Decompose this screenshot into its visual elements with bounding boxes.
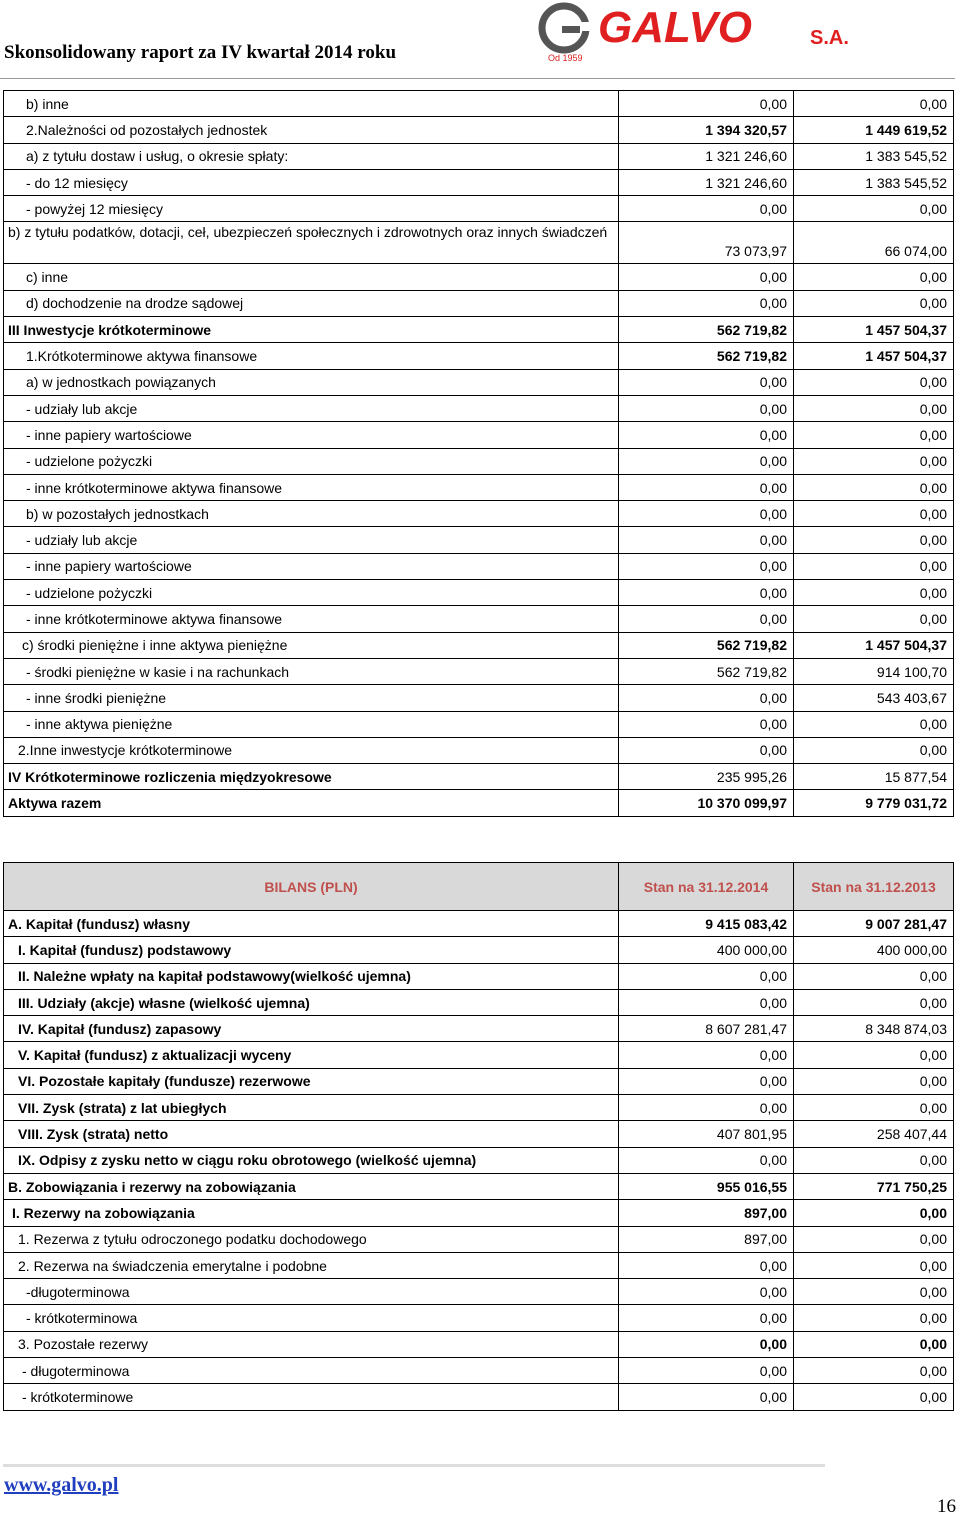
table-row	[4, 1200, 954, 1226]
value-2014: 0,00	[619, 1384, 794, 1410]
value-2014: 897,00	[619, 1226, 794, 1252]
row-label: IX. Odpisy z zysku netto w ciągu roku obrotowego (wielkość ujemna)	[4, 1147, 619, 1173]
logo-text: GALVO	[598, 3, 753, 52]
value-2014: 0,00	[619, 1279, 794, 1305]
row-label: a) z tytułu dostaw i usług, o okresie spłaty:	[4, 143, 619, 169]
table-row	[4, 1226, 954, 1252]
table-row	[4, 117, 954, 143]
header-col-2013: Stan na 31.12.2013	[794, 863, 954, 911]
table-row	[4, 448, 954, 474]
row-label: d) dochodzenie na drodze sądowej	[4, 290, 619, 316]
value-2013: 400 000,00	[794, 937, 954, 963]
value-2013: 1 457 504,37	[794, 317, 954, 343]
table-row	[4, 1331, 954, 1357]
value-2013: 0,00	[794, 1200, 954, 1226]
value-2013: 543 403,67	[794, 685, 954, 711]
row-label: - inne papiery wartościowe	[4, 553, 619, 579]
value-2014: 1 321 246,60	[619, 169, 794, 195]
value-2013: 0,00	[794, 1331, 954, 1357]
row-label: - do 12 miesięcy	[4, 169, 619, 195]
row-label: b) w pozostałych jednostkach	[4, 501, 619, 527]
galvo-logo	[538, 2, 868, 64]
value-2013: 0,00	[794, 553, 954, 579]
table-row	[4, 1252, 954, 1278]
value-2014: 562 719,82	[619, 343, 794, 369]
logo-since: Od 1959	[548, 53, 583, 63]
value-2014: 562 719,82	[619, 632, 794, 658]
row-label: - krótkoterminowe	[4, 1384, 619, 1410]
row-label: VI. Pozostałe kapitały (fundusze) rezerwowe	[4, 1068, 619, 1094]
value-2014: 0,00	[619, 395, 794, 421]
row-label: - inne krótkoterminowe aktywa finansowe	[4, 474, 619, 500]
row-label: - udziały lub akcje	[4, 527, 619, 553]
value-2013: 1 383 545,52	[794, 169, 954, 195]
value-2013: 9 007 281,47	[794, 911, 954, 937]
footer-divider	[3, 1464, 825, 1467]
table-row	[4, 91, 954, 117]
row-label: I. Rezerwy na zobowiązania	[4, 1200, 619, 1226]
value-2013: 0,00	[794, 395, 954, 421]
logo-suffix: S.A.	[810, 27, 849, 49]
value-2014: 0,00	[619, 1252, 794, 1278]
value-2013: 0,00	[794, 501, 954, 527]
value-2014: 1 321 246,60	[619, 143, 794, 169]
assets-table	[3, 90, 954, 817]
value-2014: 0,00	[619, 711, 794, 737]
table-row	[4, 169, 954, 195]
value-2014: 562 719,82	[619, 658, 794, 684]
table-row	[4, 580, 954, 606]
row-label: - udziały lub akcje	[4, 395, 619, 421]
value-2013: 0,00	[794, 474, 954, 500]
table-row	[4, 527, 954, 553]
value-2014: 0,00	[619, 963, 794, 989]
table-row	[4, 1384, 954, 1410]
value-2014: 10 370 099,97	[619, 790, 794, 816]
value-2014: 0,00	[619, 685, 794, 711]
balance-liabilities-table	[3, 862, 954, 1411]
value-2013: 0,00	[794, 196, 954, 222]
value-2014: 0,00	[619, 91, 794, 117]
value-2013: 1 457 504,37	[794, 343, 954, 369]
value-2014: 0,00	[619, 527, 794, 553]
table-row	[4, 196, 954, 222]
value-2013: 914 100,70	[794, 658, 954, 684]
value-2013: 0,00	[794, 264, 954, 290]
table-row	[4, 790, 954, 816]
value-2014: 0,00	[619, 448, 794, 474]
value-2014: 0,00	[619, 1147, 794, 1173]
row-label: - powyżej 12 miesięcy	[4, 196, 619, 222]
value-2013: 0,00	[794, 448, 954, 474]
value-2013: 8 348 874,03	[794, 1016, 954, 1042]
value-2013: 0,00	[794, 1095, 954, 1121]
value-2013: 0,00	[794, 963, 954, 989]
row-label: 2. Rezerwa na świadczenia emerytalne i podobne	[4, 1252, 619, 1278]
value-2013: 0,00	[794, 1252, 954, 1278]
row-label: - inne papiery wartościowe	[4, 422, 619, 448]
table-row	[4, 606, 954, 632]
row-label: - udzielone pożyczki	[4, 580, 619, 606]
value-2014: 8 607 281,47	[619, 1016, 794, 1042]
value-2013: 0,00	[794, 290, 954, 316]
table-row	[4, 1068, 954, 1094]
value-2013: 0,00	[794, 91, 954, 117]
value-2013: 258 407,44	[794, 1121, 954, 1147]
value-2014: 0,00	[619, 290, 794, 316]
value-2014: 0,00	[619, 606, 794, 632]
row-label: c) środki pieniężne i inne aktywa pieniężne	[4, 632, 619, 658]
row-label: - krótkoterminowa	[4, 1305, 619, 1331]
table-row	[4, 1016, 954, 1042]
row-label: VIII. Zysk (strata) netto	[4, 1121, 619, 1147]
row-label: b) inne	[4, 91, 619, 117]
table-row	[4, 143, 954, 169]
row-label: 2.Należności od pozostałych jednostek	[4, 117, 619, 143]
value-2013: 66 074,00	[794, 222, 954, 264]
value-2014: 0,00	[619, 196, 794, 222]
value-2014: 0,00	[619, 1095, 794, 1121]
value-2013: 0,00	[794, 1358, 954, 1384]
value-2013: 0,00	[794, 1384, 954, 1410]
value-2013: 771 750,25	[794, 1173, 954, 1199]
row-label: A. Kapitał (fundusz) własny	[4, 911, 619, 937]
value-2014: 0,00	[619, 1068, 794, 1094]
value-2013: 0,00	[794, 1226, 954, 1252]
value-2013: 1 457 504,37	[794, 632, 954, 658]
table-row	[4, 1095, 954, 1121]
value-2014: 0,00	[619, 737, 794, 763]
value-2014: 235 995,26	[619, 764, 794, 790]
value-2013: 0,00	[794, 1305, 954, 1331]
row-label: Aktywa razem	[4, 790, 619, 816]
value-2014: 0,00	[619, 1042, 794, 1068]
row-label: a) w jednostkach powiązanych	[4, 369, 619, 395]
value-2014: 0,00	[619, 1331, 794, 1357]
value-2013: 0,00	[794, 527, 954, 553]
table-row	[4, 222, 954, 264]
value-2013: 0,00	[794, 369, 954, 395]
value-2014: 0,00	[619, 1358, 794, 1384]
value-2014: 897,00	[619, 1200, 794, 1226]
value-2014: 0,00	[619, 1305, 794, 1331]
row-label: I. Kapitał (fundusz) podstawowy	[4, 937, 619, 963]
page-number: 16	[937, 1496, 956, 1517]
table-row	[4, 963, 954, 989]
table-row	[4, 501, 954, 527]
row-label: B. Zobowiązania i rezerwy na zobowiązania	[4, 1173, 619, 1199]
row-label: 1. Rezerwa z tytułu odroczonego podatku dochodowego	[4, 1226, 619, 1252]
table-row	[4, 474, 954, 500]
row-label: II. Należne wpłaty na kapitał podstawowy(wielkość ujemna)	[4, 963, 619, 989]
value-2013: 0,00	[794, 1147, 954, 1173]
row-label: V. Kapitał (fundusz) z aktualizacji wyceny	[4, 1042, 619, 1068]
value-2013: 0,00	[794, 422, 954, 448]
row-label: - udzielone pożyczki	[4, 448, 619, 474]
table-row	[4, 343, 954, 369]
table-row	[4, 1042, 954, 1068]
value-2014: 0,00	[619, 422, 794, 448]
value-2014: 407 801,95	[619, 1121, 794, 1147]
header-divider	[0, 78, 955, 79]
row-label: IV. Kapitał (fundusz) zapasowy	[4, 1016, 619, 1042]
value-2014: 0,00	[619, 264, 794, 290]
table-row	[4, 685, 954, 711]
row-label: - długoterminowa	[4, 1358, 619, 1384]
table-row	[4, 737, 954, 763]
row-label: - inne krótkoterminowe aktywa finansowe	[4, 606, 619, 632]
table-row	[4, 764, 954, 790]
value-2013: 0,00	[794, 711, 954, 737]
row-label: III Inwestycje krótkoterminowe	[4, 317, 619, 343]
row-label: 3. Pozostałe rezerwy	[4, 1331, 619, 1357]
report-title: Skonsolidowany raport za IV kwartał 2014 roku	[4, 42, 397, 63]
row-label: 2.Inne inwestycje krótkoterminowe	[4, 737, 619, 763]
value-2013: 0,00	[794, 1042, 954, 1068]
value-2014: 400 000,00	[619, 937, 794, 963]
row-label: - inne środki pieniężne	[4, 685, 619, 711]
value-2013: 0,00	[794, 606, 954, 632]
value-2014: 73 073,97	[619, 222, 794, 264]
value-2014: 562 719,82	[619, 317, 794, 343]
table-row	[4, 1279, 954, 1305]
row-label: c) inne	[4, 264, 619, 290]
table-row	[4, 632, 954, 658]
table-row	[4, 264, 954, 290]
row-label: b) z tytułu podatków, dotacji, ceł, ubezpieczeń społecznych i zdrowotnych oraz innych świadczeń	[4, 222, 619, 264]
value-2014: 0,00	[619, 553, 794, 579]
value-2013: 0,00	[794, 1279, 954, 1305]
table-row	[4, 422, 954, 448]
table-row	[4, 1358, 954, 1384]
header-label: BILANS (PLN)	[4, 863, 619, 911]
value-2013: 0,00	[794, 1068, 954, 1094]
table-row	[4, 1121, 954, 1147]
value-2013: 0,00	[794, 737, 954, 763]
row-label: - inne aktywa pieniężne	[4, 711, 619, 737]
table-row	[4, 711, 954, 737]
table-row	[4, 553, 954, 579]
value-2014: 0,00	[619, 474, 794, 500]
header-col-2014: Stan na 31.12.2014	[619, 863, 794, 911]
value-2014: 0,00	[619, 369, 794, 395]
table-row	[4, 1147, 954, 1173]
table-row	[4, 989, 954, 1015]
value-2014: 0,00	[619, 989, 794, 1015]
table-row	[4, 658, 954, 684]
value-2013: 15 877,54	[794, 764, 954, 790]
value-2013: 1 449 619,52	[794, 117, 954, 143]
table-row	[4, 911, 954, 937]
value-2014: 0,00	[619, 501, 794, 527]
table-row	[4, 937, 954, 963]
value-2014: 9 415 083,42	[619, 911, 794, 937]
row-label: -długoterminowa	[4, 1279, 619, 1305]
website-link[interactable]: www.galvo.pl	[4, 1474, 119, 1496]
value-2014: 955 016,55	[619, 1173, 794, 1199]
table-row	[4, 317, 954, 343]
value-2013: 9 779 031,72	[794, 790, 954, 816]
table-header-row	[4, 863, 954, 911]
row-label: III. Udziały (akcje) własne (wielkość ujemna)	[4, 989, 619, 1015]
value-2013: 0,00	[794, 989, 954, 1015]
row-label: - środki pieniężne w kasie i na rachunkach	[4, 658, 619, 684]
value-2013: 0,00	[794, 580, 954, 606]
value-2013: 1 383 545,52	[794, 143, 954, 169]
table-row	[4, 1305, 954, 1331]
row-label: IV Krótkoterminowe rozliczenia międzyokresowe	[4, 764, 619, 790]
row-label: 1.Krótkoterminowe aktywa finansowe	[4, 343, 619, 369]
table-row	[4, 395, 954, 421]
value-2014: 1 394 320,57	[619, 117, 794, 143]
table-row	[4, 1173, 954, 1199]
table-row	[4, 369, 954, 395]
table-row	[4, 290, 954, 316]
row-label: VII. Zysk (strata) z lat ubiegłych	[4, 1095, 619, 1121]
value-2014: 0,00	[619, 580, 794, 606]
